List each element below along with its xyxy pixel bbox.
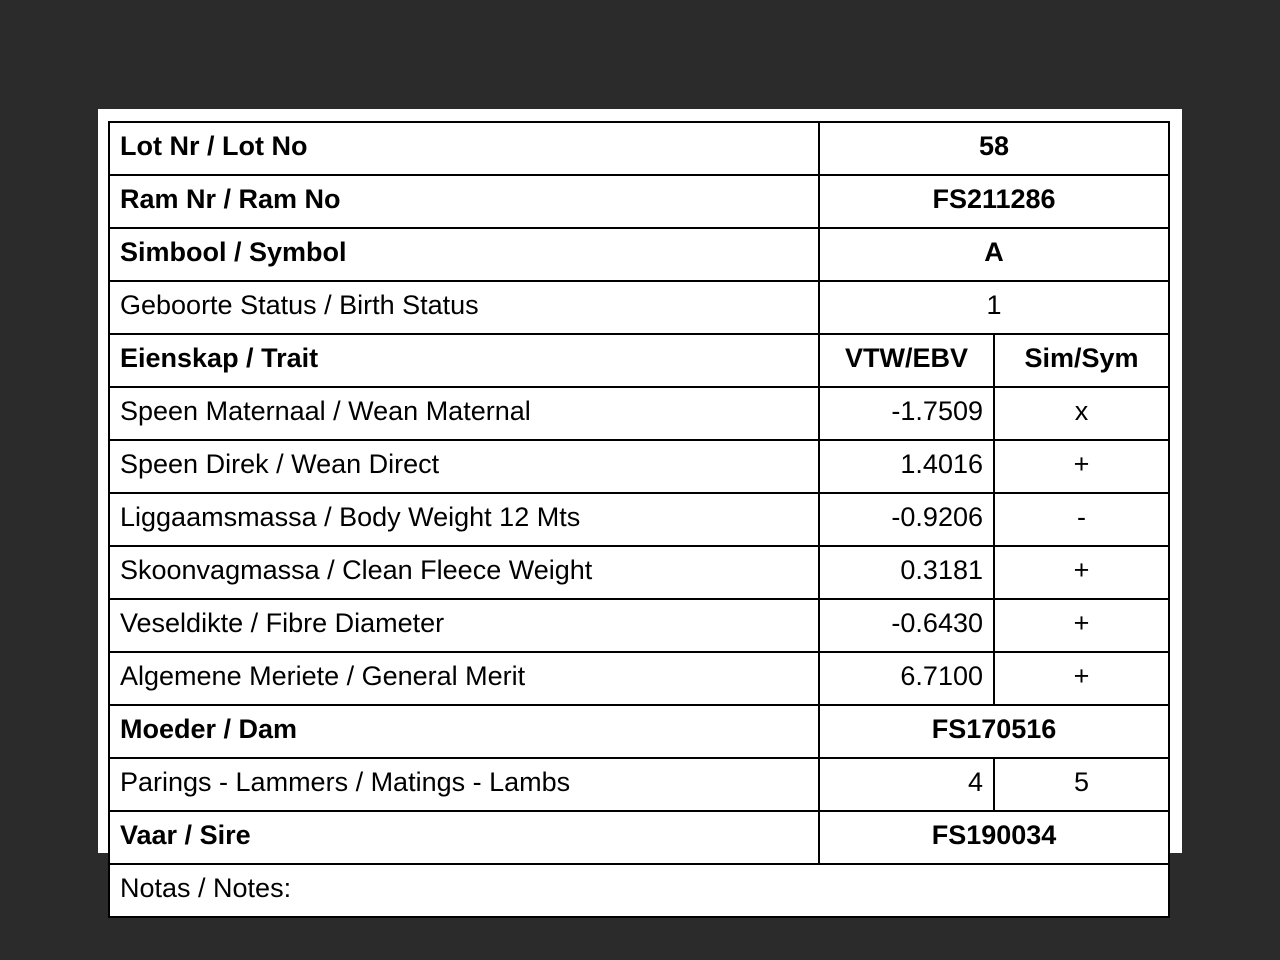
trait-sym: + <box>994 546 1169 599</box>
row-label-symbol: Simbool / Symbol <box>109 228 819 281</box>
row-value-ram-no: FS211286 <box>819 175 1169 228</box>
trait-sym: x <box>994 387 1169 440</box>
trait-ebv: 1.4016 <box>819 440 994 493</box>
trait-ebv: 6.7100 <box>819 652 994 705</box>
trait-sym: + <box>994 440 1169 493</box>
trait-label: Speen Maternaal / Wean Maternal <box>109 387 819 440</box>
table-row <box>109 493 1169 546</box>
trait-label: Veseldikte / Fibre Diameter <box>109 599 819 652</box>
trait-ebv: -0.6430 <box>819 599 994 652</box>
table-row <box>109 546 1169 599</box>
row-label-sire: Vaar / Sire <box>109 811 819 864</box>
row-value-lambs: 5 <box>994 758 1169 811</box>
row-value-sire: FS190034 <box>819 811 1169 864</box>
trait-ebv: -0.9206 <box>819 493 994 546</box>
table-row-ram-no <box>109 175 1169 228</box>
row-value-matings: 4 <box>819 758 994 811</box>
trait-label: Liggaamsmassa / Body Weight 12 Mts <box>109 493 819 546</box>
row-label-ram-no: Ram Nr / Ram No <box>109 175 819 228</box>
trait-sym: + <box>994 599 1169 652</box>
row-label-notes: Notas / Notes: <box>109 864 1169 917</box>
trait-ebv: 0.3181 <box>819 546 994 599</box>
row-value-dam: FS170516 <box>819 705 1169 758</box>
trait-label: Algemene Meriete / General Merit <box>109 652 819 705</box>
table-row-birth-status <box>109 281 1169 334</box>
table-row <box>109 440 1169 493</box>
row-label-birth-status: Geboorte Status / Birth Status <box>109 281 819 334</box>
table-row-sire <box>109 811 1169 864</box>
table-row <box>109 599 1169 652</box>
table-row <box>109 387 1169 440</box>
trait-sym: - <box>994 493 1169 546</box>
trait-label: Speen Direk / Wean Direct <box>109 440 819 493</box>
table-row-symbol <box>109 228 1169 281</box>
slide-canvas <box>98 109 1182 904</box>
table-row-matings-lambs <box>109 758 1169 811</box>
table-row-notes <box>109 864 1169 917</box>
trait-label: Skoonvagmassa / Clean Fleece Weight <box>109 546 819 599</box>
table-row-lot-no <box>109 122 1169 175</box>
column-header-sym: Sim/Sym <box>994 334 1169 387</box>
row-value-symbol: A <box>819 228 1169 281</box>
row-value-birth-status: 1 <box>819 281 1169 334</box>
table-header-row-traits <box>109 334 1169 387</box>
table-row-dam <box>109 705 1169 758</box>
row-label-matings-lambs: Parings - Lammers / Matings - Lambs <box>109 758 819 811</box>
row-label-lot-no: Lot Nr / Lot No <box>109 122 819 175</box>
trait-sym: + <box>994 652 1169 705</box>
ram-information-table <box>108 121 1170 918</box>
table-row <box>109 652 1169 705</box>
row-value-lot-no: 58 <box>819 122 1169 175</box>
row-label-dam: Moeder / Dam <box>109 705 819 758</box>
column-header-ebv: VTW/EBV <box>819 334 994 387</box>
trait-ebv: -1.7509 <box>819 387 994 440</box>
column-header-trait: Eienskap / Trait <box>109 334 819 387</box>
